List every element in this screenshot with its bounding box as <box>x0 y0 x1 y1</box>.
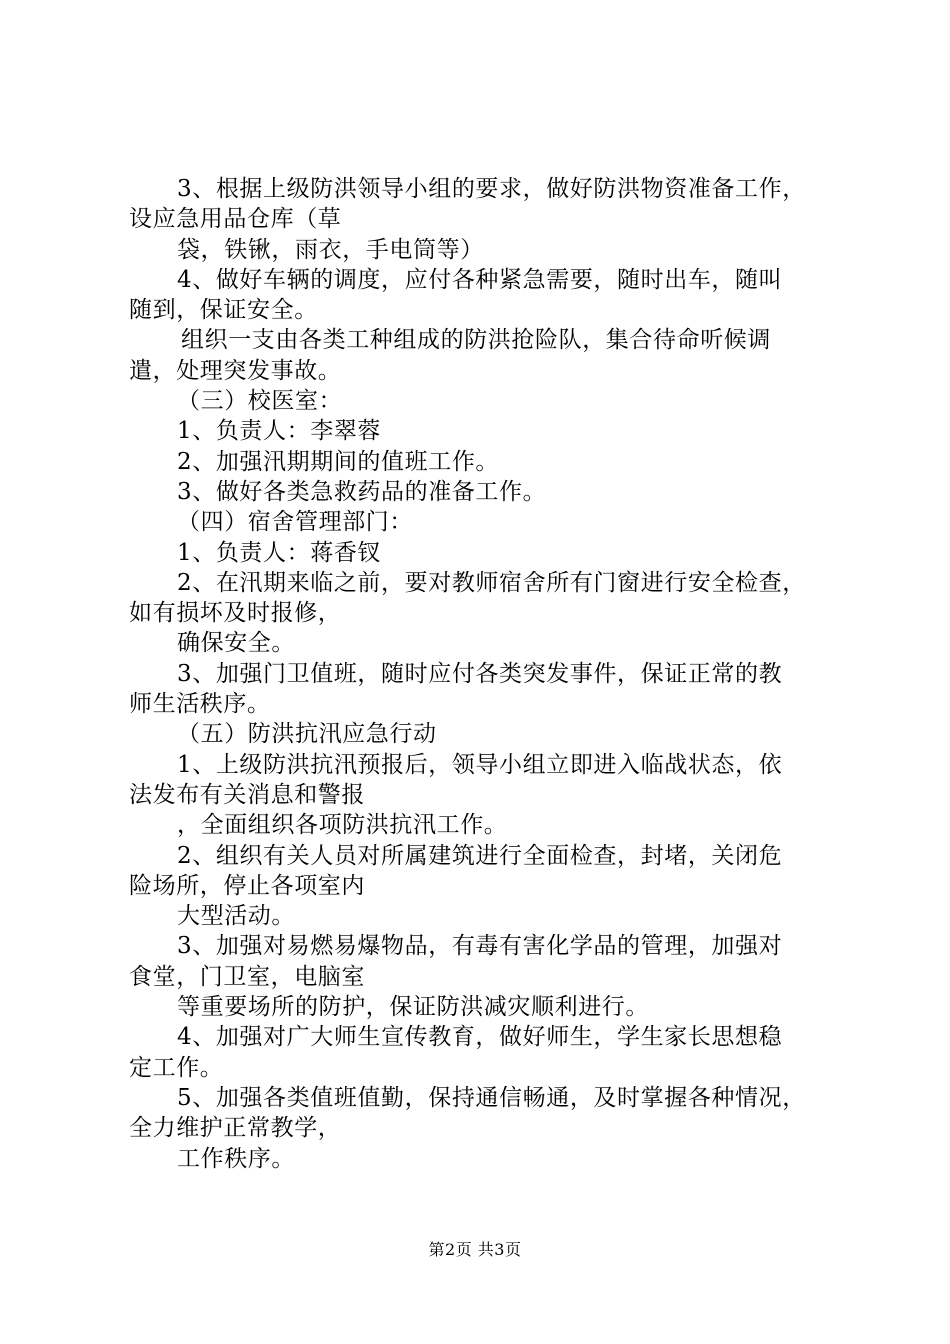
section-heading: （五）防洪抗汛应急行动 <box>177 721 437 748</box>
paragraph-line: ，全面组织各项防洪抗汛工作。 <box>177 812 508 839</box>
paragraph-line: 法发布有关消息和警报 <box>129 781 365 808</box>
paragraph-line: 险场所，停止各项室内 <box>129 872 365 899</box>
paragraph-line: 全力维护正常教学， <box>129 1115 342 1142</box>
paragraph-line: 3、加强对易燃易爆物品，有毒有害化学品的管理，加强对 <box>177 933 783 960</box>
paragraph-line: 3、根据上级防洪领导小组的要求，做好防洪物资准备工作， <box>177 176 806 202</box>
paragraph-line: 2、组织有关人员对所属建筑进行全面检查，封堵，关闭危 <box>177 842 783 869</box>
paragraph-line: 组织一支由各类工种组成的防洪抢险队，集合待命听候调 <box>181 327 771 354</box>
paragraph-line: 1、负责人：蒋香钗 <box>177 539 382 566</box>
paragraph-line: 1、负责人：李翠蓉 <box>177 418 382 445</box>
paragraph-line: 5、加强各类值班值勤，保持通信畅通，及时掌握各种情况， <box>177 1084 806 1111</box>
paragraph-line: 工作秩序。 <box>177 1145 295 1172</box>
paragraph-line: 大型活动。 <box>177 903 295 930</box>
paragraph-line: 2、在汛期来临之前，要对教师宿舍所有门窗进行安全检查， <box>177 569 806 596</box>
paragraph-line: 4、加强对广大师生宣传教育，做好师生，学生家长思想稳 <box>177 1024 783 1051</box>
paragraph-line: 确保安全。 <box>177 630 295 657</box>
document-body <box>129 174 849 1174</box>
paragraph-line: 随到，保证安全。 <box>129 297 318 324</box>
paragraph-line: 遣，处理突发事故。 <box>129 357 342 384</box>
paragraph-line: 3、加强门卫值班，随时应付各类突发事件，保证正常的教 <box>177 660 783 687</box>
paragraph-line: 食堂，门卫室，电脑室 <box>129 963 365 990</box>
paragraph-line: 如有损坏及时报修， <box>129 600 342 627</box>
paragraph-line: 设应急用品仓库（草 <box>129 206 342 233</box>
paragraph-line: 袋，铁锹，雨衣，手电筒等） <box>177 236 484 263</box>
paragraph-line: 1、上级防洪抗汛预报后，领导小组立即进入临战状态，依 <box>177 751 783 778</box>
paragraph-line: 3、做好各类急救药品的准备工作。 <box>177 478 547 505</box>
section-heading: （四）宿舍管理部门： <box>177 509 413 536</box>
paragraph-line: 定工作。 <box>129 1054 224 1081</box>
paragraph-line: 等重要场所的防护，保证防洪减灾顺利进行。 <box>177 994 649 1021</box>
paragraph-line: 师生活秩序。 <box>129 691 271 718</box>
page-number-footer: 第2页 共3页 <box>428 1240 522 1259</box>
paragraph-line: 2、加强汛期期间的值班工作。 <box>177 448 500 475</box>
section-heading: （三）校医室： <box>177 388 343 415</box>
paragraph-line: 4、做好车辆的调度，应付各种紧急需要，随时出车，随叫 <box>177 266 783 293</box>
